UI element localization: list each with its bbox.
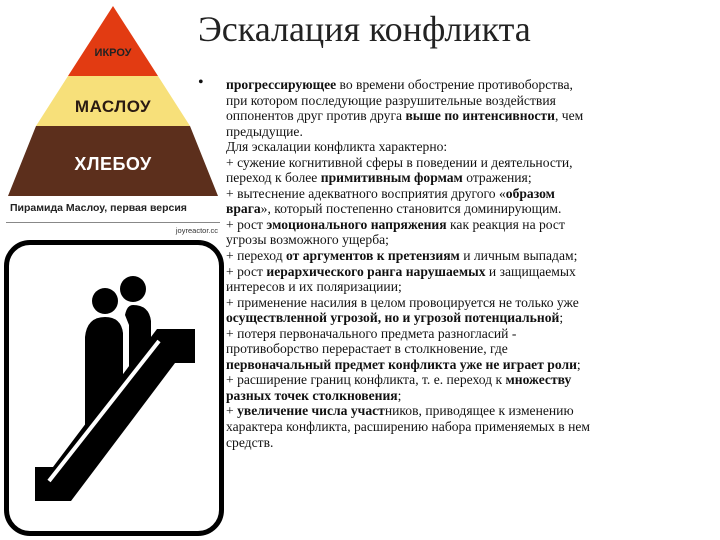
text-line (226, 279, 714, 295)
text-line (226, 295, 714, 311)
text-segment: ; (559, 310, 564, 326)
escalator-sign (4, 240, 224, 536)
text-segment: и защищаемых (485, 263, 576, 279)
text-segment: + рост (226, 263, 267, 279)
text-segment: оппонентов друг против друга (226, 108, 406, 124)
emphasis-text: разных точек столкновения (226, 387, 398, 403)
text-line (226, 232, 714, 248)
emphasis-text: примитивным формам (320, 170, 463, 186)
escalation-description (226, 77, 714, 450)
text-segment: средств. (226, 434, 274, 450)
text-segment: предыдущие. (226, 123, 303, 139)
text-line (226, 264, 714, 280)
text-line (226, 419, 714, 435)
text-segment: + расширение границ конфликта, т. е. переход к (226, 372, 506, 388)
text-line (226, 372, 714, 388)
text-line (226, 388, 714, 404)
escalator-icon (9, 245, 219, 531)
emphasis-text: увеличение числа участ (237, 403, 385, 419)
text-segment: Для эскалации конфликта характерно: (226, 139, 448, 155)
text-segment: и личным выпадам; (459, 248, 578, 264)
emphasis-text: первоначальный предмет конфликта уже не играет роли (226, 356, 577, 372)
text-line (226, 310, 714, 326)
emphasis-text: врага (226, 201, 261, 217)
pyramid-caption: Пирамида Маслоу, первая версия (10, 202, 187, 214)
text-line (226, 108, 714, 124)
text-segment: + (226, 403, 238, 419)
pyramid-divider (6, 222, 220, 223)
text-segment: ; (576, 356, 581, 372)
text-line (226, 248, 714, 264)
emphasis-text: образом (505, 185, 555, 201)
text-segment: », который постепенно становится доминирующим. (260, 201, 562, 217)
emphasis-text: от аргументов к претензиям (286, 248, 460, 264)
text-segment: + применение насилия в целом провоцируется не только уже (226, 294, 579, 310)
text-segment: , чем (554, 108, 584, 124)
pyramid-middle-label: МАСЛОУ (74, 97, 152, 116)
emphasis-text: прогрессирующее (226, 77, 337, 92)
pyramid-top-label: ИКРОУ (94, 47, 132, 59)
emphasis-text: эмоционального напряжения (266, 216, 447, 232)
text-line (226, 186, 714, 202)
text-line (226, 435, 714, 451)
pyramid-top-segment (68, 6, 158, 76)
text-segment: как реакция на рост (446, 216, 565, 232)
text-line (226, 403, 714, 419)
text-segment: + потеря первоначального предмета разногласий - (226, 325, 517, 341)
emphasis-text: осуществленной угрозой, но и угрозой потенциальной (226, 310, 560, 326)
text-line (226, 155, 714, 171)
dash-marker: - (200, 233, 205, 248)
text-segment: при котором последующие разрушительные воздействия (226, 92, 556, 108)
text-segment: интересов и их поляризациии; (226, 279, 402, 295)
text-segment: характера конфликта, расширению набора применяемых в нем (226, 419, 590, 435)
text-segment: + рост (226, 216, 267, 232)
text-segment: + сужение когнитивной сферы в поведении и деятельности, (226, 154, 573, 170)
text-line (226, 201, 714, 217)
text-segment: ; (397, 387, 402, 403)
text-line (226, 124, 714, 140)
text-line (226, 93, 714, 109)
emphasis-text: иерархического ранга нарушаемых (266, 263, 486, 279)
page-title: Эскалация конфликта (198, 9, 531, 49)
text-line (226, 341, 714, 357)
text-line (226, 77, 714, 93)
text-line (226, 170, 714, 186)
bullet-marker: • (198, 74, 204, 91)
text-line (226, 357, 714, 373)
text-segment: + переход (226, 248, 287, 264)
text-segment: угрозы возможного ущерба; (226, 232, 389, 248)
text-segment: ников, приводящее к изменению (384, 403, 574, 419)
text-segment: противоборство перерастает в столкновение, где (226, 341, 508, 357)
text-segment: во времени обострение противоборства, (336, 77, 573, 92)
text-line (226, 217, 714, 233)
text-segment: отражения; (462, 170, 532, 186)
emphasis-text: множеству (505, 372, 572, 388)
maslow-pyramid-image (6, 4, 220, 236)
pyramid-source: joyreactor.cc (175, 226, 218, 235)
text-segment: + вытеснение адекватного восприятия другого « (226, 185, 506, 201)
text-segment: переход к более (226, 170, 321, 186)
pyramid-bottom-label: ХЛЕБОУ (74, 154, 152, 174)
text-line (226, 326, 714, 342)
emphasis-text: выше по интенсивности (405, 108, 555, 124)
text-line (226, 139, 714, 155)
